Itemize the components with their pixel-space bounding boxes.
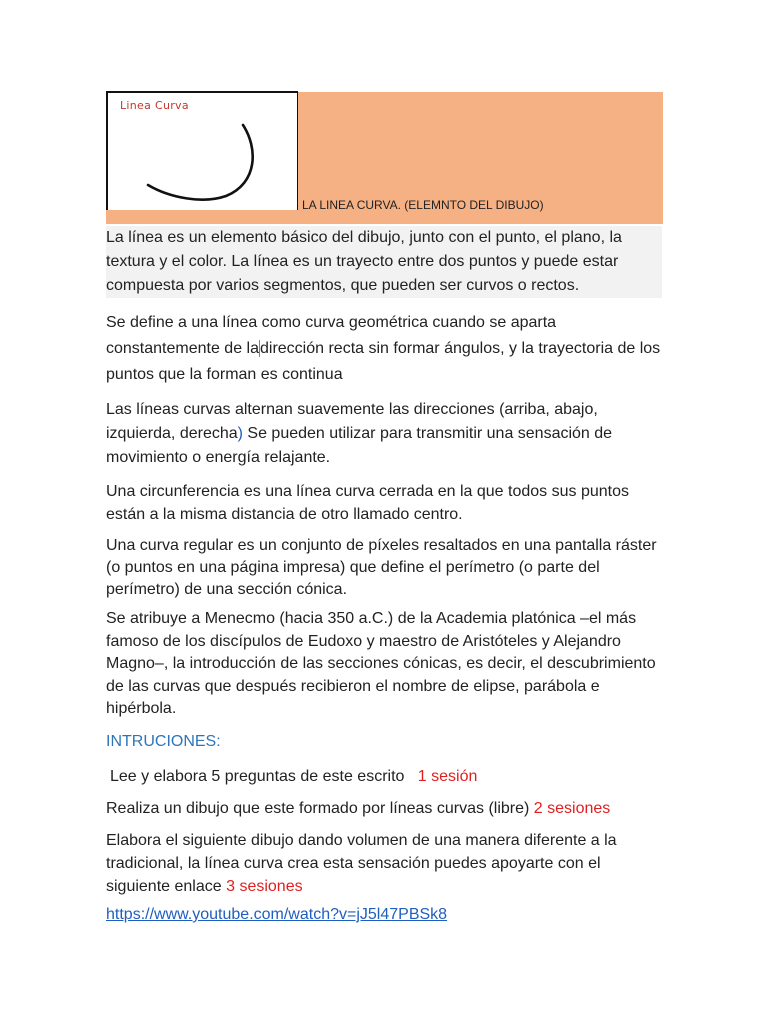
task-1-text: Lee y elabora 5 preguntas de este escrito <box>110 768 405 785</box>
task-2 <box>106 797 662 821</box>
task-2-time: 2 sesiones <box>533 800 611 817</box>
document-title: LA LINEA CURVA. (ELEMNTO DEL DIBUJO) <box>302 198 544 212</box>
curve-drawing-icon <box>108 93 298 210</box>
task-3 <box>106 829 662 898</box>
youtube-link[interactable]: https://www.youtube.com/watch?v=jJ5l47PBSk8 <box>106 906 448 923</box>
curve-sketch-image <box>106 91 298 210</box>
paragraph-directions <box>106 398 662 470</box>
highlighted-paren: ) <box>237 425 243 442</box>
paragraph-menecmo: Se atribuye a Menecmo (hacia 350 a.C.) de la Academia platónica –el más famoso de los discípulos de Eudoxo y maestro de Aristóteles y Alejandro Magno–, la introducción de las secciones cónicas, es decir, el descubrimiento de las curvas que después recibieron el nombre de elipse, parábola e hipérbola. <box>106 610 656 717</box>
task-3-text: Elabora el siguiente dibujo dando volumen de una manera diferente a la tradicional, la línea curva crea esta sensación puedes apoyarte con el siguiente enlace <box>106 832 617 895</box>
directions-part-b: Se pueden utilizar para transmitir una sensación de movimiento o energía relajante. <box>106 425 613 466</box>
definition-part-a: Se define a una línea como curva geométrica cuando se aparta constantemente de la <box>106 314 557 357</box>
task-1-time: 1 sesión <box>417 768 478 785</box>
paragraph-regular-curve: Una curva regular es un conjunto de píxeles resaltados en una pantalla ráster (o puntos en una página impresa) que define el perímetro (o parte del perímetro) de una sección cónica. <box>106 537 657 598</box>
paragraph-circumference: Una circunferencia es una línea curva cerrada en la que todos sus puntos están a la misma distancia de otro llamado centro. <box>106 483 629 523</box>
definition-part-b: dirección recta sin formar ángulos, y la trayectoria de los puntos que la forman es continua <box>106 340 661 383</box>
directions-part-a: Las líneas curvas alternan suavemente las direcciones (arriba, abajo, izquierda, derecha <box>106 401 598 442</box>
task-1 <box>110 765 666 789</box>
sketch-label: Linea Curva <box>120 99 189 112</box>
task-2-text: Realiza un dibujo que este formado por líneas curvas (libre) <box>106 800 530 817</box>
task-3-time: 3 sesiones <box>226 878 303 895</box>
paragraph-definition <box>106 310 662 388</box>
paragraph-intro: La línea es un elemento básico del dibujo, junto con el punto, el plano, la textura y el color. La línea es un trayecto entre dos puntos y puede estar compuesta por varios segmentos, que pueden ser curvos o rectos. <box>106 226 662 298</box>
instructions-heading: INTRUCIONES: <box>106 733 221 750</box>
